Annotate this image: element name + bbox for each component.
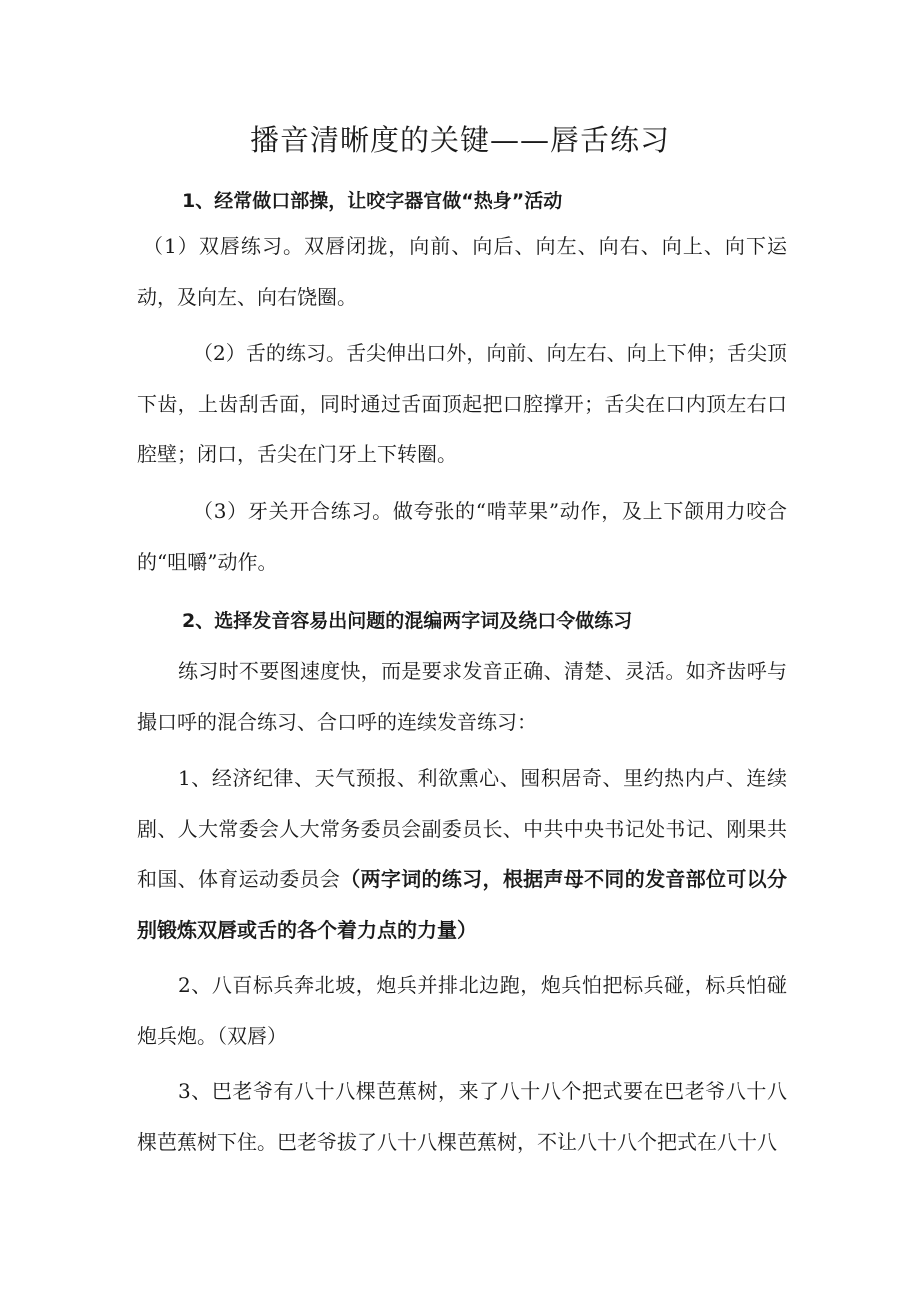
section-1-item-3: （3）牙关开合练习。做夸张的“啃苹果”动作，及上下颌用力咬合的“咀嚼”动作。	[137, 499, 787, 574]
page-title: 播音清晰度的关键——唇舌练习	[249, 123, 670, 157]
section-1-item-1: （1）双唇练习。双唇闭拢，向前、向后、向左、向右、向上、向下运动，及向左、向右饶圈。	[137, 234, 787, 309]
section-1-heading: 1、经常做口部操，让咬字器官做“热身”活动	[182, 190, 563, 212]
section-2-example-3: 3、巴老爷有八十八棵芭蕉树，来了八十八个把式要在巴老爷八十八棵芭蕉树下住。巴老爷拔了八十八棵芭蕉树，不让八十八个把式在八十八	[137, 1079, 787, 1154]
section-2-example-2: 2、八百标兵奔北坡，炮兵并排北边跑，炮兵怕把标兵碰，标兵怕碰炮兵炮。（双唇）	[137, 973, 787, 1048]
section-2-intro: 练习时不要图速度快，而是要求发音正确、清楚、灵活。如齐齿呼与撮口呼的混合练习、合口呼的连续发音练习：	[137, 659, 787, 734]
section-2-heading: 2、选择发音容易出问题的混编两字词及绕口令做练习	[182, 610, 633, 632]
example-1-text: 1、经济纪律、天气预报、利欲熏心、囤积居奇、里约热内卢、连续剧、人大常委会人大常务委员会副委员长、中共中央书记处书记、刚果共和国、体育运动委员会	[137, 766, 787, 891]
example-1-note: （两字词的练习，根据声母不同的发音部位可以分别锻炼双唇或舌的各个着力点的力量）	[137, 867, 788, 942]
section-1-item-2: （2）舌的练习。舌尖伸出口外，向前、向左右、向上下伸；舌尖顶下齿，上齿刮舌面，同时通过舌面顶起把口腔撑开；舌尖在口内顶左右口腔壁；闭口，舌尖在门牙上下转圈。	[137, 341, 787, 466]
section-2-example-1	[137, 753, 787, 955]
